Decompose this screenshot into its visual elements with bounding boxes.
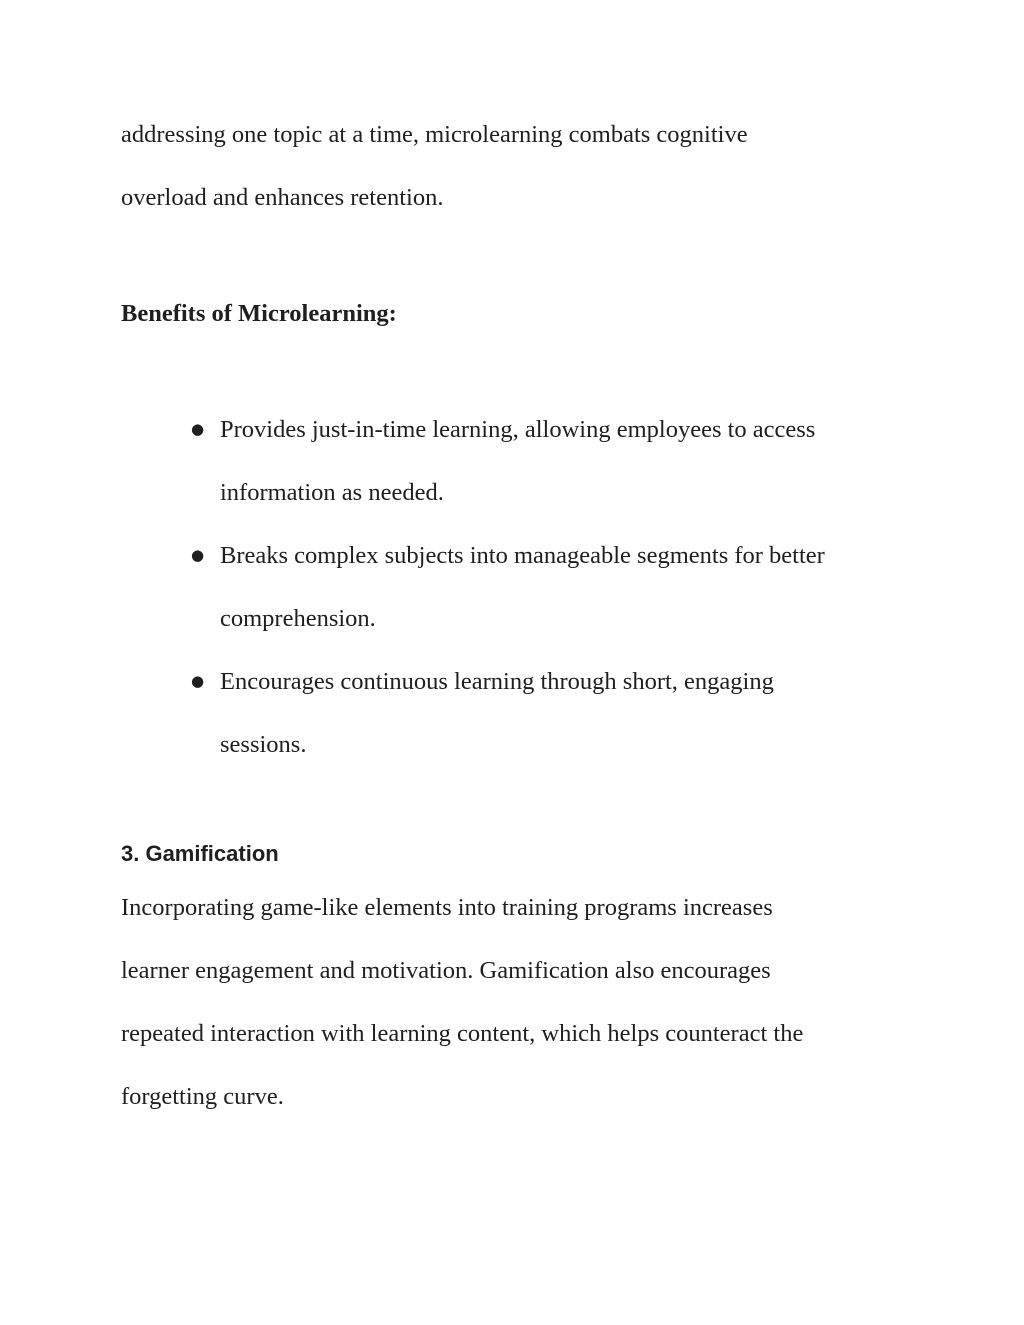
paragraph-line: Incorporating game-like elements into training programs increases [121,894,773,921]
paragraph-line: learner engagement and motivation. Gamification also encourages [121,957,771,984]
list-item [121,398,920,524]
list-item-line: Encourages continuous learning through short, engaging [220,668,774,695]
list-item-line: Provides just-in-time learning, allowing employees to access [220,416,816,443]
gamification-paragraph [121,876,921,1128]
list-item-line: information as needed. [220,479,444,506]
bullet-icon: ● [191,546,205,564]
list-item-line: Breaks complex subjects into manageable segments for better [220,542,825,569]
section-heading: 3. Gamification [121,841,279,866]
paragraph-line: repeated interaction with learning content, which helps counteract the [121,1020,804,1047]
benefits-heading: Benefits of Microlearning: [121,300,397,327]
intro-line: addressing one topic at a time, microlearning combats cognitive [121,121,748,148]
list-item-line: comprehension. [220,605,376,632]
list-item [121,650,920,776]
bullet-icon: ● [191,672,205,690]
paragraph-line: forgetting curve. [121,1083,284,1110]
intro-line: overload and enhances retention. [121,184,444,211]
bullet-icon: ● [191,420,205,438]
list-item-line: sessions. [220,731,307,758]
list-item [121,524,920,650]
intro-paragraph [121,103,921,229]
benefits-list [121,398,921,776]
